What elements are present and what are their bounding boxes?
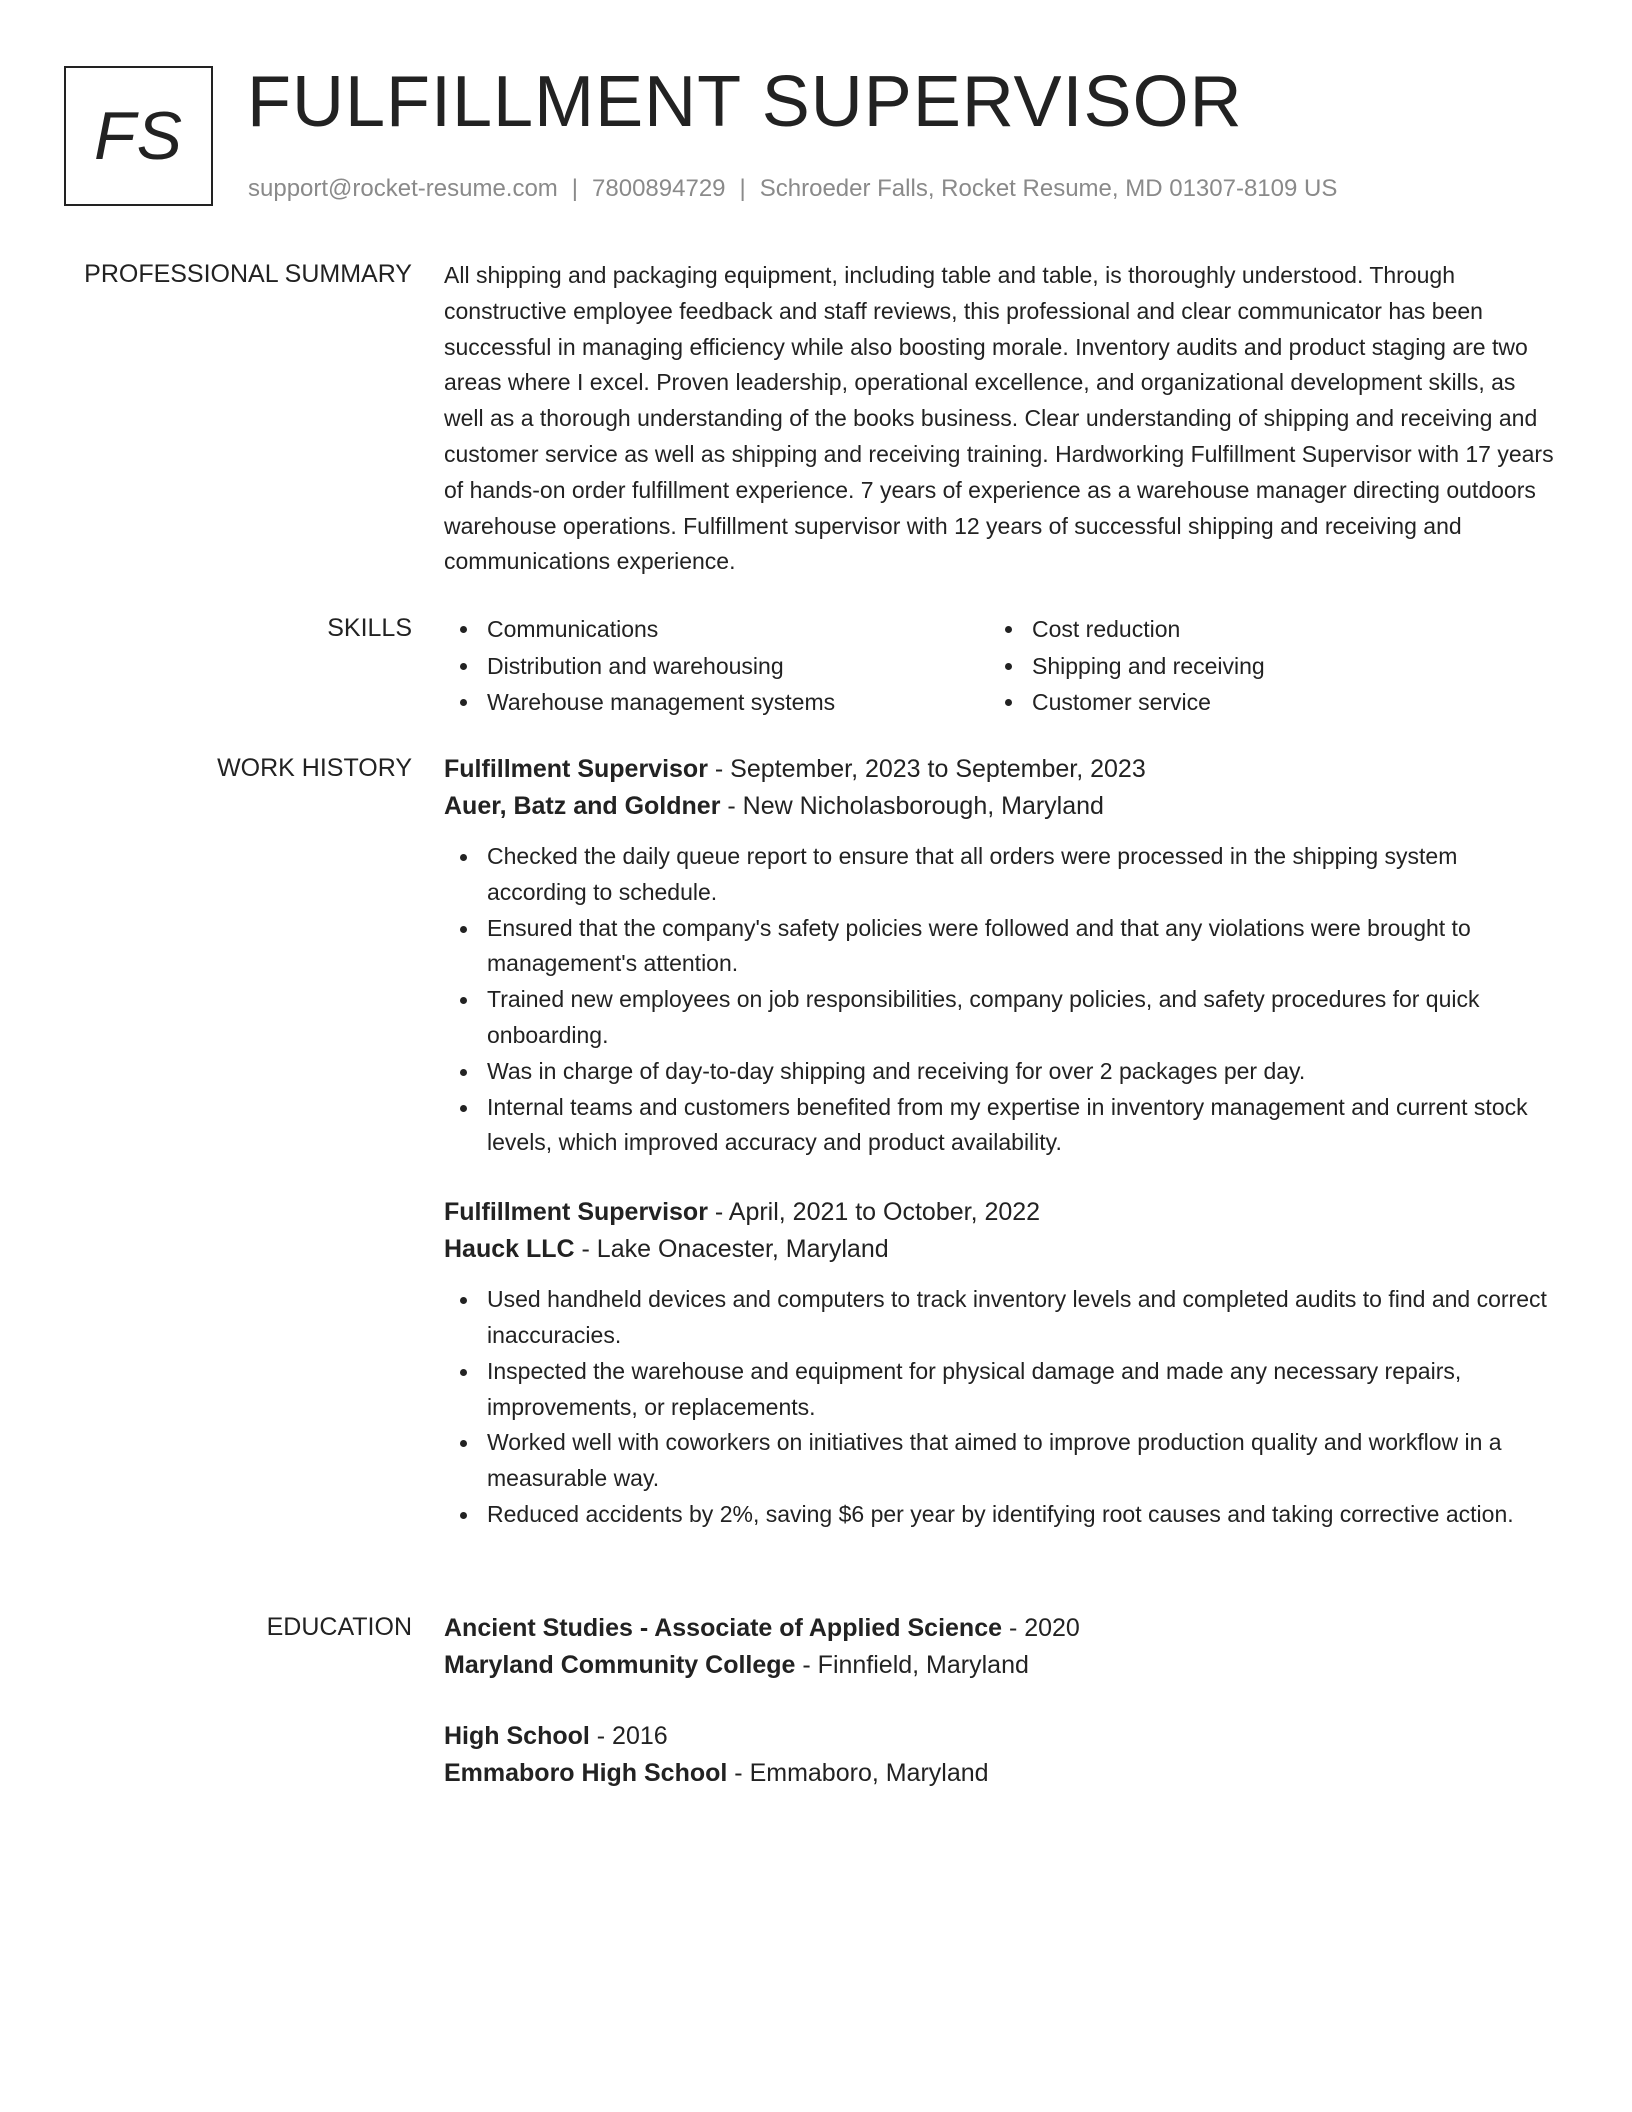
education-body: [444, 1610, 1556, 1792]
monogram-initials: FS: [94, 98, 183, 174]
job-bullet: Trained new employees on job responsibilities, company policies, and safety procedures for quick onboarding.: [444, 982, 1556, 1054]
job-bullets: [444, 1282, 1556, 1533]
education-degree-line: [444, 1610, 1556, 1647]
skills-column-1: [444, 611, 989, 721]
job-entry: [444, 1194, 1556, 1533]
job-entry: [444, 751, 1556, 1161]
skill-item: Cost reduction: [989, 611, 1534, 648]
job-bullet: Checked the daily queue report to ensure that all orders were processed in the shipping system according to schedule.: [444, 839, 1556, 911]
skill-item: Shipping and receiving: [989, 648, 1534, 685]
job-location: - New Nicholasborough, Maryland: [720, 792, 1104, 820]
skill-item: Distribution and warehousing: [444, 648, 989, 685]
job-dates: - April, 2021 to October, 2022: [707, 1198, 1041, 1227]
job-bullets: [444, 839, 1556, 1161]
contact-separator: |: [571, 175, 579, 202]
job-company-line: [444, 1231, 1556, 1268]
work-history-body: [444, 751, 1556, 1533]
education-degree-line: [444, 1718, 1556, 1755]
job-bullet: Internal teams and customers benefited from my expertise in inventory management and current stock levels, which improved accuracy and product availability.: [444, 1090, 1556, 1162]
contact-email: support@rocket-resume.com: [248, 175, 558, 202]
monogram-box: [64, 66, 213, 206]
skill-item: Communications: [444, 611, 989, 648]
job-company-line: [444, 788, 1556, 825]
education-location: - Finnfield, Maryland: [795, 1651, 1029, 1679]
summary-heading: PROFESSIONAL SUMMARY: [84, 260, 412, 288]
education-location: - Emmaboro, Maryland: [727, 1759, 989, 1787]
work-history-heading: WORK HISTORY: [217, 754, 412, 782]
contact-address: Schroeder Falls, Rocket Resume, MD 01307-8109 US: [759, 175, 1338, 202]
job-title-line: [444, 751, 1556, 788]
job-company: Hauck LLC: [444, 1235, 575, 1264]
contact-phone: 7800894729: [592, 175, 726, 202]
education-school-line: [444, 1647, 1556, 1684]
education-year: - 2020: [1002, 1614, 1080, 1642]
job-bullet: Inspected the warehouse and equipment for physical damage and made any necessary repairs, improvements, or replacements.: [444, 1354, 1556, 1426]
job-bullet: Was in charge of day-to-day shipping and receiving for over 2 packages per day.: [444, 1054, 1556, 1090]
job-title-line: [444, 1194, 1556, 1231]
job-location: - Lake Onacester, Maryland: [574, 1235, 889, 1264]
education-degree: High School: [444, 1722, 590, 1750]
education-school: Emmaboro High School: [444, 1759, 728, 1787]
education-heading: EDUCATION: [266, 1613, 412, 1641]
education-entry: [444, 1610, 1556, 1684]
skill-item: Warehouse management systems: [444, 684, 989, 721]
skills-heading: SKILLS: [327, 614, 412, 642]
education-school-line: [444, 1755, 1556, 1792]
candidate-name: FULFILLMENT SUPERVISOR: [247, 62, 1243, 142]
contact-line: [248, 172, 1337, 206]
job-dates: - September, 2023 to September, 2023: [707, 755, 1146, 783]
skills-list: [444, 611, 1556, 721]
job-title: Fulfillment Supervisor: [444, 1198, 708, 1227]
job-bullet: Worked well with coworkers on initiatives that aimed to improve production quality and workflow in a measurable way.: [444, 1425, 1556, 1497]
job-title: Fulfillment Supervisor: [444, 755, 708, 783]
education-year: - 2016: [589, 1722, 668, 1750]
job-company: Auer, Batz and Goldner: [444, 792, 721, 820]
job-bullet: Reduced accidents by 2%, saving $6 per year by identifying root causes and taking corrective action.: [444, 1497, 1556, 1533]
skills-body: [444, 611, 1556, 721]
summary-body: [444, 257, 1556, 580]
job-bullet: Used handheld devices and computers to track inventory levels and completed audits to find and correct inaccuracies.: [444, 1282, 1556, 1354]
job-bullet: Ensured that the company's safety policies were followed and that any violations were brought to management's attention.: [444, 911, 1556, 983]
contact-separator: |: [739, 175, 746, 202]
summary-text: All shipping and packaging equipment, including table and table, is thoroughly understood. Through constructive employee feedback and staff reviews, this professional and clear communicator has been successful in managing efficiency while also boosting morale. Inventory audits and product staging are two areas where I excel. Proven leadership, operational excellence, and organizational development skills, as well as a thorough understanding of the books business. Clear understanding of shipping and receiving and customer service as well as shipping and receiving training. Hardworking Fulfillment Supervisor with 17 years of hands-on order fulfillment experience. 7 years of experience as a warehouse manager directing outdoors warehouse operations. Fulfillment supervisor with 12 years of successful shipping and receiving and communications experience.: [444, 262, 1554, 575]
skill-item: Customer service: [989, 684, 1534, 721]
education-degree: Ancient Studies - Associate of Applied Science: [444, 1614, 1002, 1642]
education-school: Maryland Community College: [444, 1651, 796, 1679]
skills-column-2: [989, 611, 1534, 721]
education-entry: [444, 1718, 1556, 1792]
